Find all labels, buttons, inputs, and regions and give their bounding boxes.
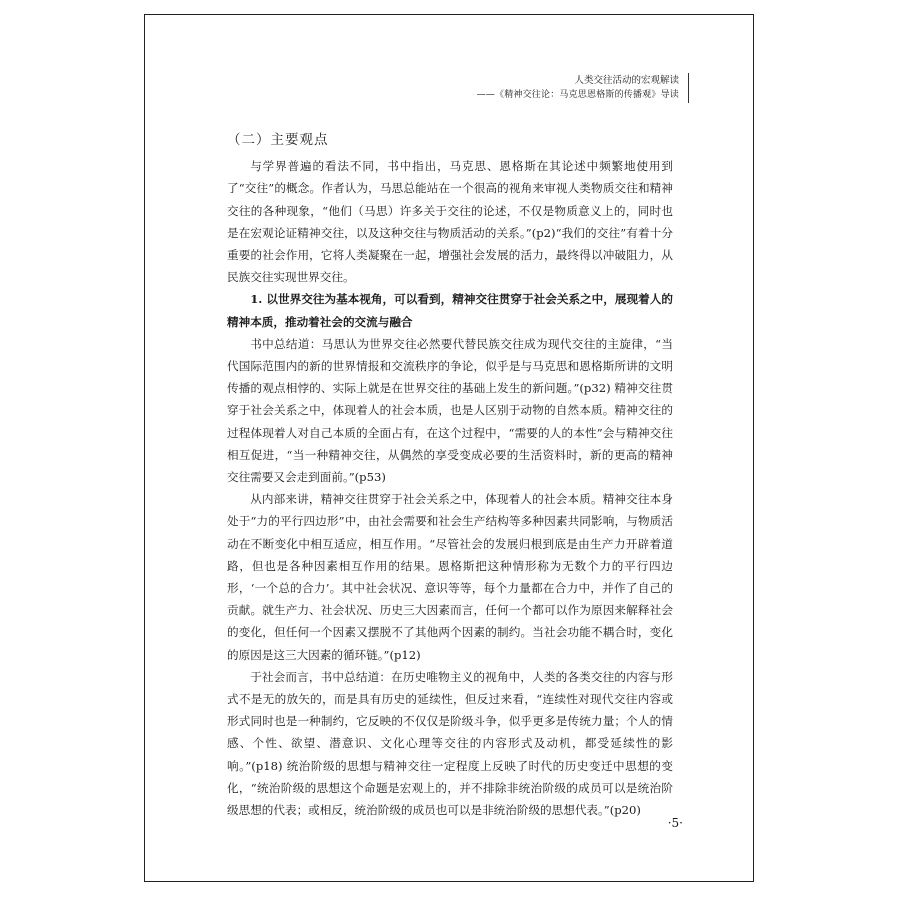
paragraph: 于社会而言，书中总结道：在历史唯物主义的视角中，人类的各类交往的内容与形式不是无的放矢的，而是具有历史的延续性，但反过来看，“连续性对现代交往内容或形式同时也是一种制约，它反映的不仅仅是阶级斗争，似乎更多是传统力量；个人的情感、个性、欲望、潜意识、文化心理等交往的内容形式及动机，都受延续性的影响。”(p18) 统治阶级的思想与精神交往一定程度上反映了时代的历史变迁中思想的变化，“统治阶级的思想这个命题是宏观上的，并不排除非统治阶级的成员可以是统治阶级思想的代表；或相反，统治阶级的成员也可以是非统治阶级的思想代表。”(p20) (227, 669, 673, 818)
paragraph: 从内部来讲，精神交往贯穿于社会关系之中，体现着人的社会本质。精神交往本身处于“力的平行四边形”中，由社会需要和社会生产结构等多种因素共同影响，与物质活动在不断变化中相互适应，相互作用。“尽管社会的发展归根到底是由生产力开辟着道路，但也是各种因素相互作用的结果。恩格斯把这种情形称为无数个力的平行四边形，‘一个总的合力’。其中社会状况、意识等等，每个力量都在合力中，并作了自己的贡献。就生产力、社会状况、历史三大因素而言，任何一个都可以作为原因来解释社会的变化，但任何一个因素又摆脱不了其他两个因素的制约。当社会功能不耦合时，变化的原因是这三大因素的循环链。”(p12) (227, 492, 673, 662)
header-title: 人类交往活动的宏观解读 (574, 75, 679, 86)
header-subtitle: ——《精神交往论：马克思恩格斯的传播观》导读 (476, 90, 679, 100)
paragraph: 书中总结道：马思认为世界交往必然要代替民族交往成为现代交往的主旋律，“当代国际范围内的新的世界情报和交流秩序的争论，似乎是与马克思和恩格斯所讲的文明传播的观点相悖的、实际上就是在世界交往的基础上发生的新问题。”(p32) 精神交往贯穿于社会关系之中，体现着人的社会本质，也是人区别于动物的自然本质。精神交往的过程体现着人对自己本质的全面占有，在这个过程中，“需要的人的本性”会与精神交往相互促进，“当一种精神交往，从偶然的享受变成必要的生活资料时，新的更高的精神交往需要又会走到面前。”(p53) (227, 336, 673, 485)
paragraph-intro: 与学界普遍的看法不同，书中指出，马克思、恩格斯在其论述中频繁地使用到了“交往”的概念。作者认为，马思总能站在一个很高的视角来审视人类物质交往和精神交往的各种现象，“他们（马思）许多关于交往的论述，不仅是物质意义上的，同时也是在宏观论证精神交往，以及这种交往与物质活动的关系。”(p2)“我们的交往”有着十分重要的社会作用，它将人类凝聚在一起，增强社会发展的活力，最终得以冲破阻力，从民族交往实现世界交往。 (227, 159, 673, 285)
book-page (144, 14, 754, 882)
subsection-heading: 1. 以世界交往为基本视角，可以看到，精神交往贯穿于社会关系之中，展现着人的精神本质，推动着社会的交流与融合 (227, 292, 673, 329)
page-content (227, 129, 673, 821)
running-header (477, 73, 689, 103)
page-number: ·5· (667, 816, 683, 830)
section-title: （二）主要观点 (227, 132, 329, 148)
